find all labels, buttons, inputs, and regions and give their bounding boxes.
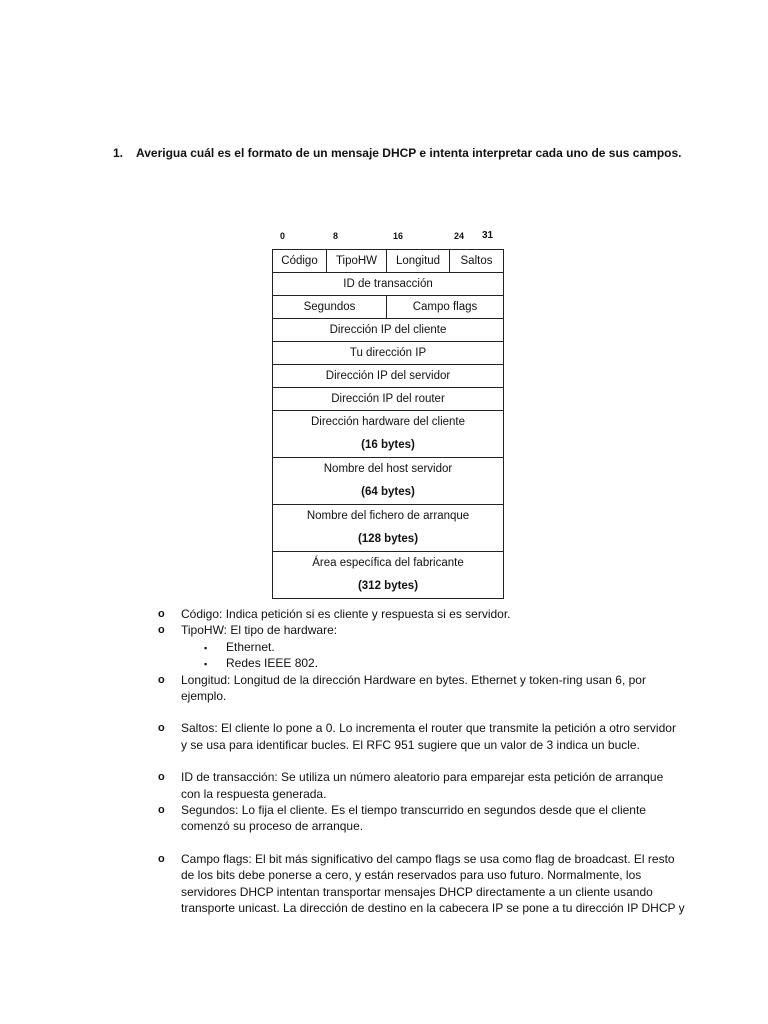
field-client-hardware xyxy=(273,411,504,458)
list-item-text: Saltos: El cliente lo pone a 0. Lo incrementa el router que transmite la petición a otro servidor xyxy=(181,721,676,736)
bullet-icon: o xyxy=(158,673,165,686)
bullet-icon: o xyxy=(158,852,165,865)
bullet-icon: o xyxy=(158,804,165,817)
field-boot-file-label: Nombre del fichero de arranque xyxy=(306,510,470,522)
list-item-id-transaccion xyxy=(158,769,698,802)
bullet-icon: o xyxy=(158,624,165,637)
list-item-text: Longitud: Longitud de la dirección Hardware en bytes. Ethernet y token-ring usan 6, por xyxy=(181,672,646,687)
list-item-text: con la respuesta generada. xyxy=(181,786,327,801)
list-item-text: Campo flags: El bit más significativo del campo flags se usa como flag de broadcast. El resto xyxy=(181,851,675,866)
field-client-hardware-size: (16 bytes) xyxy=(361,439,415,451)
question-number: 1. xyxy=(113,146,124,160)
list-item-tipohw xyxy=(158,622,698,638)
list-item-campo-flags xyxy=(158,851,698,917)
bit-ruler xyxy=(272,231,512,245)
field-server-host-size: (64 bytes) xyxy=(361,486,415,498)
sub-item-ethernet xyxy=(158,639,698,655)
list-item-text: transporte unicast. La dirección de destino en la cabecera IP se pone a tu dirección IP DHCP y xyxy=(181,901,685,916)
square-bullet-icon: ▪ xyxy=(204,642,208,653)
list-item-saltos xyxy=(158,720,698,753)
field-longitud: Longitud xyxy=(387,250,450,273)
field-tipohw: TipoHW xyxy=(327,250,387,273)
field-codigo: Código xyxy=(273,250,327,273)
field-server-host-label: Nombre del host servidor xyxy=(323,463,453,475)
field-segundos: Segundos xyxy=(273,296,387,319)
sub-item-text: Ethernet. xyxy=(226,639,275,654)
field-campo-flags: Campo flags xyxy=(387,296,504,319)
field-your-ip: Tu dirección IP xyxy=(273,342,504,365)
list-item-text: Código: Indica petición si es cliente y respuesta si es servidor. xyxy=(181,607,511,621)
square-bullet-icon: ▪ xyxy=(204,659,208,670)
bit-label-31: 31 xyxy=(482,230,494,241)
list-item-codigo xyxy=(158,606,698,622)
list-item-text: TipoHW: El tipo de hardware: xyxy=(181,623,338,638)
question-heading xyxy=(113,146,733,160)
list-item-text: servidores DHCP intentan transportar mensajes DHCP directamente a un cliente usando xyxy=(181,884,653,899)
question-text: Averigua cuál es el formato de un mensaje DHCP e intenta interpretar cada uno de sus campos. xyxy=(136,146,682,160)
list-item-text: ejemplo. xyxy=(181,689,227,704)
sub-item-text: Redes IEEE 802. xyxy=(226,656,319,671)
field-boot-file xyxy=(273,505,504,552)
field-boot-file-size: (128 bytes) xyxy=(357,533,419,545)
bit-label-16: 16 xyxy=(393,231,404,241)
field-vendor-area-size: (312 bytes) xyxy=(357,580,419,592)
field-transaction-id: ID de transacción xyxy=(273,273,504,296)
list-item-text: y se usa para identificar bucles. El RFC 951 sugiere que un valor de 3 indica un bucle. xyxy=(181,737,640,752)
bullet-icon: o xyxy=(158,608,165,620)
field-vendor-area xyxy=(273,552,504,599)
list-item-text: comenzó su proceso de arranque. xyxy=(181,819,364,834)
list-item-text: Segundos: Lo fija el cliente. Es el tiempo transcurrido en segundos desde que el cliente xyxy=(181,803,646,818)
list-item-longitud xyxy=(158,672,698,705)
sub-item-ieee802 xyxy=(158,655,698,671)
field-client-ip: Dirección IP del cliente xyxy=(273,319,504,342)
bit-label-24: 24 xyxy=(454,231,465,241)
list-item-text: de los bits debe ponerse a cero, y están reservados para uso futuro. Normalmente, los xyxy=(181,868,642,883)
dhcp-message-format-table xyxy=(272,249,504,599)
bullet-icon: o xyxy=(158,722,165,735)
field-router-ip: Dirección IP del router xyxy=(273,388,504,411)
field-vendor-area-label: Área específica del fabricante xyxy=(312,557,464,569)
field-server-host xyxy=(273,458,504,505)
list-item-text: ID de transacción: Se utiliza un número aleatorio para emparejar esta petición de arranque xyxy=(181,770,664,785)
field-client-hardware-label: Dirección hardware del cliente xyxy=(310,416,466,428)
field-descriptions xyxy=(158,606,698,917)
bit-label-0: 0 xyxy=(280,231,286,241)
bullet-icon: o xyxy=(158,771,165,784)
field-server-ip: Dirección IP del servidor xyxy=(273,365,504,388)
field-saltos: Saltos xyxy=(450,250,504,273)
bit-label-8: 8 xyxy=(333,231,339,241)
list-item-segundos xyxy=(158,802,698,835)
